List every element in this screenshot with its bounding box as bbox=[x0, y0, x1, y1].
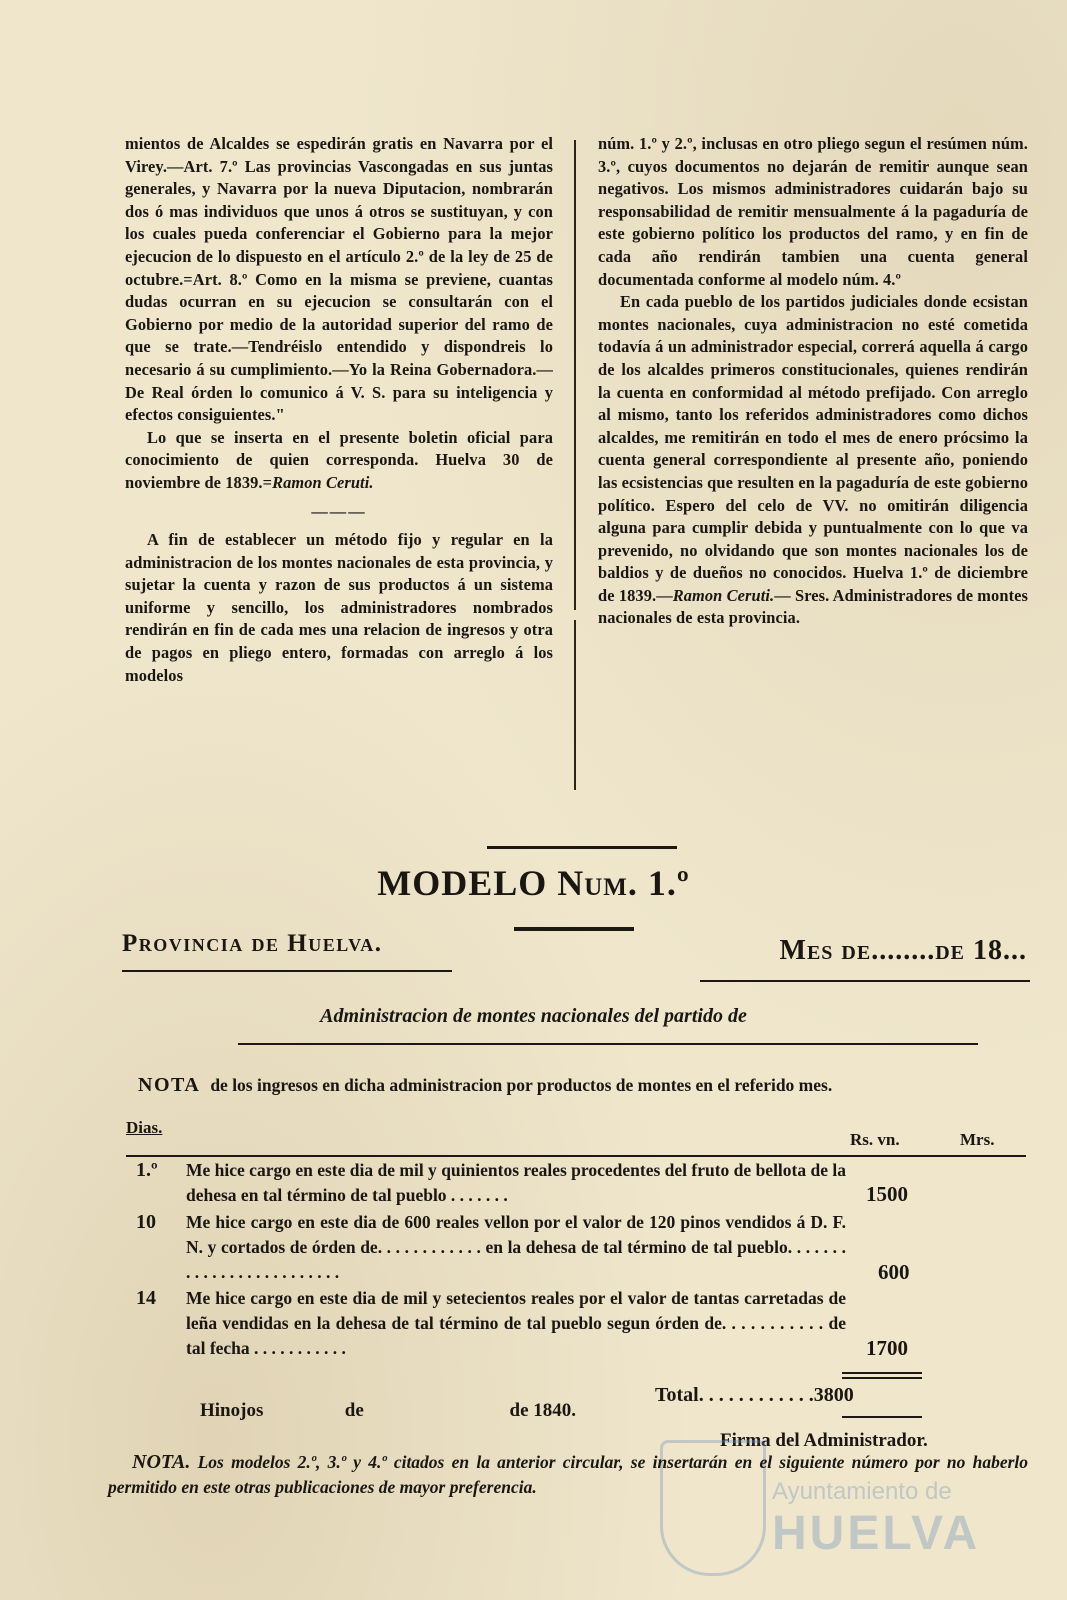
maravedis-header: Mrs. bbox=[960, 1130, 995, 1149]
modelo-top-rule bbox=[487, 846, 677, 849]
entry-text: Me hice cargo en este dia de 600 reales vellon por el valor de 120 pinos vendidos á D. F. N. y cortados de órden de. . . . . . . . . . . . en la dehesa de tal término de tal pueblo. . . . . . . . . . . . . . . . . . . . . . . . . bbox=[186, 1212, 846, 1282]
total-row bbox=[655, 1384, 854, 1407]
administracion-rule bbox=[238, 1043, 978, 1045]
title-ornament-rule bbox=[514, 927, 634, 931]
entry-day: 14 bbox=[136, 1287, 156, 1309]
final-nota-text: Los modelos 2.º, 3.º y 4.º citados en la anterior circular, se insertarán en el siguiente número por no haberlo permitido en este otras publicaciones de mayor preferencia. bbox=[108, 1452, 1029, 1497]
final-nota-word: NOTA. bbox=[132, 1451, 191, 1473]
entry-text: Me hice cargo en este dia de mil y setecientos reales por el valor de tantas carretadas de leña vendidas en la dehesa de tal término de tal pueblo segun órden de. . . . . . . . . . . de tal fecha . . . . . . . . . . . bbox=[186, 1288, 846, 1358]
sum-rule-bottom bbox=[842, 1416, 922, 1418]
reales-header: Rs. vn. bbox=[850, 1130, 900, 1149]
entry-amount: 600 bbox=[878, 1260, 910, 1284]
right-signature: Ramon Ceruti. bbox=[672, 585, 775, 605]
entry-day: 1.º bbox=[136, 1159, 158, 1181]
sum-rule-top-2 bbox=[842, 1377, 922, 1379]
entry-text: Me hice cargo en este dia de mil y quinientos reales procedentes del fruto de bellota de la dehesa en tal término de tal pueblo . . . . . . . bbox=[186, 1160, 846, 1205]
dias-header: Dias. bbox=[126, 1118, 163, 1137]
firma-line: Firma del Administrador. bbox=[720, 1430, 928, 1451]
ledger-entry bbox=[136, 1286, 1036, 1366]
column-divider-top bbox=[574, 140, 576, 610]
table-header-rule bbox=[126, 1155, 1026, 1157]
column-divider-bottom bbox=[574, 620, 576, 790]
right-paragraph-2 bbox=[598, 291, 1028, 630]
sum-rule-top bbox=[842, 1372, 922, 1374]
provincia-underline bbox=[122, 970, 452, 972]
mes-underline bbox=[700, 980, 1030, 982]
section-separator: ——— bbox=[311, 501, 367, 521]
left-signature: Ramon Ceruti. bbox=[272, 472, 374, 492]
modelo-title: MODELO Num. 1.º bbox=[377, 863, 690, 903]
place-de: de bbox=[344, 1400, 364, 1421]
administracion-line: Administracion de montes nacionales del partido de bbox=[320, 1005, 747, 1027]
total-label: Total. . . . . . . . . . . . bbox=[655, 1384, 814, 1406]
entry-amount: 1500 bbox=[866, 1182, 908, 1206]
left-paragraph-1: mientos de Alcaldes se espedirán gratis en Navarra por el Virey.—Art. 7.º Las provincias Vascongadas en sus juntas generales, y Navarra por la nueva Diputacion, nombrarán dos ó mas individuos que unos á otros se sustituyan, y con los cuales pueda conferenciar el Gobierno para la mejor ejecucion de lo dispuesto en el artículo 2.º de la ley de 25 de octubre.=Art. 8.º Como en la misma se previene, cuantas dudas ocurran en su ejecucion se consultarán con el Gobierno por medio de la autoridad superior del ramo de que se trate.—Tendréislo entendido y dispondreis lo necesario á su cumplimiento.—Yo la Reina Gobernadora.—De Real órden lo comunico á V. S. para su inteligencia y efectos consiguientes." bbox=[125, 134, 553, 425]
right-column bbox=[598, 133, 1028, 630]
left-paragraph-2-text: Lo que se inserta en el presente boletin oficial para conocimiento de quien corresponda. Huelva 30 de noviembre de 1839.= bbox=[125, 427, 553, 492]
ledger-entry bbox=[136, 1158, 1036, 1218]
watermark-line-1: Ayuntamiento de bbox=[772, 1478, 952, 1505]
place-date-row bbox=[200, 1400, 576, 1422]
watermark-line-2: HUELVA bbox=[772, 1507, 981, 1560]
right-paragraph-2-end: — Sres. Administradores de montes nacionales de esta provincia. bbox=[598, 585, 1028, 628]
nota-heading bbox=[138, 1074, 832, 1097]
right-paragraph-2-text: En cada pueblo de los partidos judiciales donde ecsistan montes nacionales, cuya administracion no esté cometida todavía á un administrador especial, correrá aquella á cargo de los alcaldes primeros constitucionales, quienes rendirán la cuenta en conformidad al método prefijado. Con arreglo al mismo, tanto los referidos administradores como dichos alcaldes, me remitirán en todo el mes de enero prócsimo la cuenta general correspondiente al presente año, poniendo las ecsistencias que resulten en la pagaduría de este gobierno político. Espero del celo de VV. no omitirán diligencia alguna para cumplir debida y puntualmente con lo que va prevenido, no olvidando que son montes nacionales los de baldios y de dueños no conocidos. Huelva 1.º de diciembre de 1839.— bbox=[598, 292, 1028, 605]
left-column bbox=[125, 133, 553, 687]
entry-amount: 1700 bbox=[866, 1336, 908, 1360]
place-year: de 1840. bbox=[509, 1400, 576, 1421]
nota-text: de los ingresos en dicha administracion por productos de montes en el referido mes. bbox=[210, 1075, 833, 1095]
nota-word: NOTA bbox=[138, 1074, 201, 1096]
right-paragraph-1: núm. 1.º y 2.º, inclusas en otro pliego segun el resúmen núm. 3.º, cuyos documentos no dejarán de remitir aunque sean negativos. Los mismos administradores cuidarán bajo su responsabilidad de remitir mensualmente á la pagaduría de este gobierno político los productos del ramo, y en fin de cada año rendirán tambien una cuenta general documentada conforme al modelo núm. 4.º bbox=[598, 134, 1028, 289]
provincia-heading: Provincia de Huelva. bbox=[122, 930, 383, 957]
left-paragraph-3: A fin de establecer un método fijo y regular en la administracion de los montes nacionales de esta provincia, y sujetar la cuenta y razon de sus productos á un sistema uniforme y sencillo, los administradores nombrados rendirán en fin de cada mes una relacion de ingresos y otra de pagos en pliego entero, formadas con arreglo á los modelos bbox=[125, 530, 553, 685]
total-amount: 3800 bbox=[813, 1384, 854, 1406]
ledger-entry bbox=[136, 1210, 1036, 1290]
left-paragraph-2 bbox=[125, 427, 553, 495]
place-name: Hinojos bbox=[200, 1400, 264, 1421]
mes-heading: Mes de........de 18... bbox=[779, 935, 1027, 966]
entry-day: 10 bbox=[136, 1211, 156, 1233]
final-note bbox=[108, 1450, 1028, 1500]
